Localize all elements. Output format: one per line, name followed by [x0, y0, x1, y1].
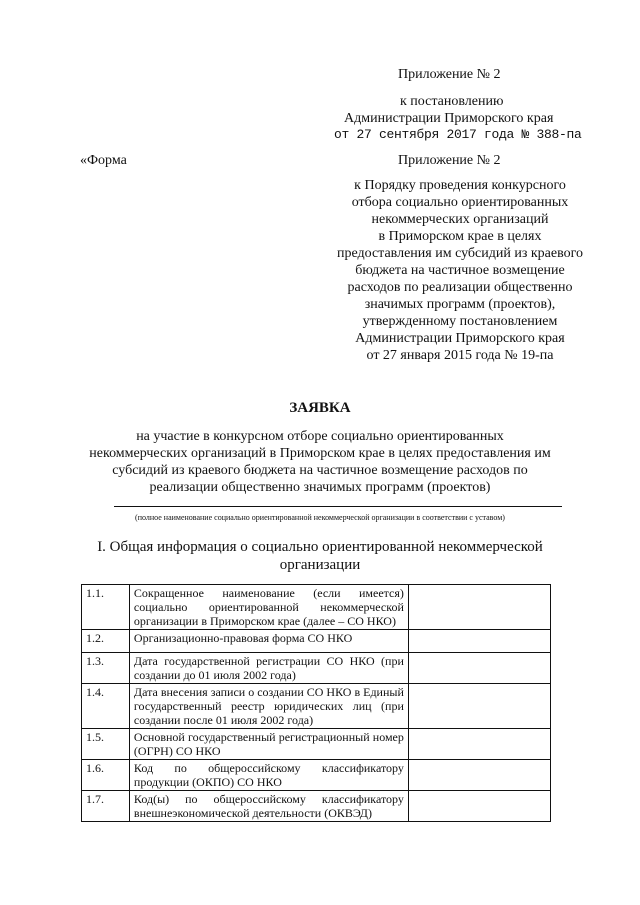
- section-1-line2: организации: [279, 557, 361, 573]
- row-number: 1.7.: [82, 791, 130, 822]
- appendix-form-text: [310, 177, 610, 364]
- row-number: 1.6.: [82, 760, 130, 791]
- application-subtitle-line: некоммерческих организаций в Приморском крае в целях предоставления им: [89, 446, 551, 461]
- row-label: Организационно-правовая форма СО НКО: [129, 630, 408, 653]
- row-number: 1.2.: [82, 630, 130, 653]
- appendix-form-line: некоммерческих организаций: [371, 212, 549, 227]
- organization-name-note: (полное наименование социально ориентированной некоммерческой организации в соответствии с уставом): [135, 513, 505, 522]
- row-value-cell[interactable]: [408, 630, 550, 653]
- appendix-form-title: Приложение № 2: [398, 153, 501, 168]
- appendix-form-line: предоставления им субсидий из краевого: [336, 246, 584, 261]
- row-value-cell[interactable]: [408, 729, 550, 760]
- row-value-cell[interactable]: [408, 684, 550, 729]
- table-row: [82, 630, 551, 653]
- appendix-top-line1: к постановлению: [400, 94, 504, 109]
- appendix-form-line: бюджета на частичное возмещение: [355, 263, 565, 278]
- appendix-top-line2: Администрации Приморского края: [344, 111, 554, 126]
- application-subtitle-line: реализации общественно значимых программ (проектов): [149, 480, 491, 495]
- application-title: ЗАЯВКА: [289, 400, 351, 416]
- row-number: 1.3.: [82, 653, 130, 684]
- row-value-cell[interactable]: [408, 585, 550, 630]
- appendix-form-line: отбора социально ориентированных: [351, 195, 569, 210]
- row-label: Код(ы) по общероссийскому классификатору внешнеэкономической деятельности (ОКВЭД): [129, 791, 408, 822]
- forma-label: «Форма: [80, 153, 127, 168]
- resolution-date-stamp: от 27 сентября 2017 года № 388-па: [334, 127, 582, 142]
- row-label: Код по общероссийскому классификатору продукции (ОКПО) СО НКО: [129, 760, 408, 791]
- section-1-heading: [40, 538, 600, 574]
- application-subtitle-line: на участие в конкурсном отборе социально ориентированных: [136, 429, 504, 444]
- section-1-line1: I. Общая информация о социально ориентированной некоммерческой: [97, 539, 543, 555]
- appendix-form-line: значимых программ (проектов),: [364, 297, 556, 312]
- application-subtitle: [60, 428, 580, 496]
- row-label: Основной государственный регистрационный номер (ОГРН) СО НКО: [129, 729, 408, 760]
- row-label: Дата внесения записи о создании СО НКО в Единый государственный реестр юридических лиц (при создании после 01 июля 2002 года): [129, 684, 408, 729]
- appendix-form-line: Администрации Приморского края: [355, 331, 565, 346]
- appendix-form-line: в Приморском крае в целях: [378, 229, 542, 244]
- table-row: [82, 729, 551, 760]
- table-row: [82, 684, 551, 729]
- appendix-form-line: утвержденному постановлением: [362, 314, 558, 329]
- row-value-cell[interactable]: [408, 653, 550, 684]
- appendix-form-line: от 27 января 2015 года № 19-па: [366, 348, 554, 363]
- row-value-cell[interactable]: [408, 760, 550, 791]
- appendix-form-line: расходов по реализации общественно: [347, 280, 573, 295]
- appendix-form-line: к Порядку проведения конкурсного: [354, 178, 566, 193]
- row-number: 1.4.: [82, 684, 130, 729]
- table-row: [82, 791, 551, 822]
- row-number: 1.5.: [82, 729, 130, 760]
- row-label: Дата государственной регистрации СО НКО (при создании до 01 июля 2002 года): [129, 653, 408, 684]
- appendix-top-title: Приложение № 2: [398, 67, 501, 82]
- row-value-cell[interactable]: [408, 791, 550, 822]
- table-row: [82, 653, 551, 684]
- row-number: 1.1.: [82, 585, 130, 630]
- table-row: [82, 585, 551, 630]
- organization-info-table: [81, 584, 551, 822]
- application-subtitle-line: субсидий из краевого бюджета на частичное возмещение расходов по: [112, 463, 528, 478]
- row-label: Сокращенное наименование (если имеется) социально ориентированной некоммерческой организации в Приморском крае (далее – СО НКО): [129, 585, 408, 630]
- organization-name-field[interactable]: [114, 506, 562, 507]
- table-row: [82, 760, 551, 791]
